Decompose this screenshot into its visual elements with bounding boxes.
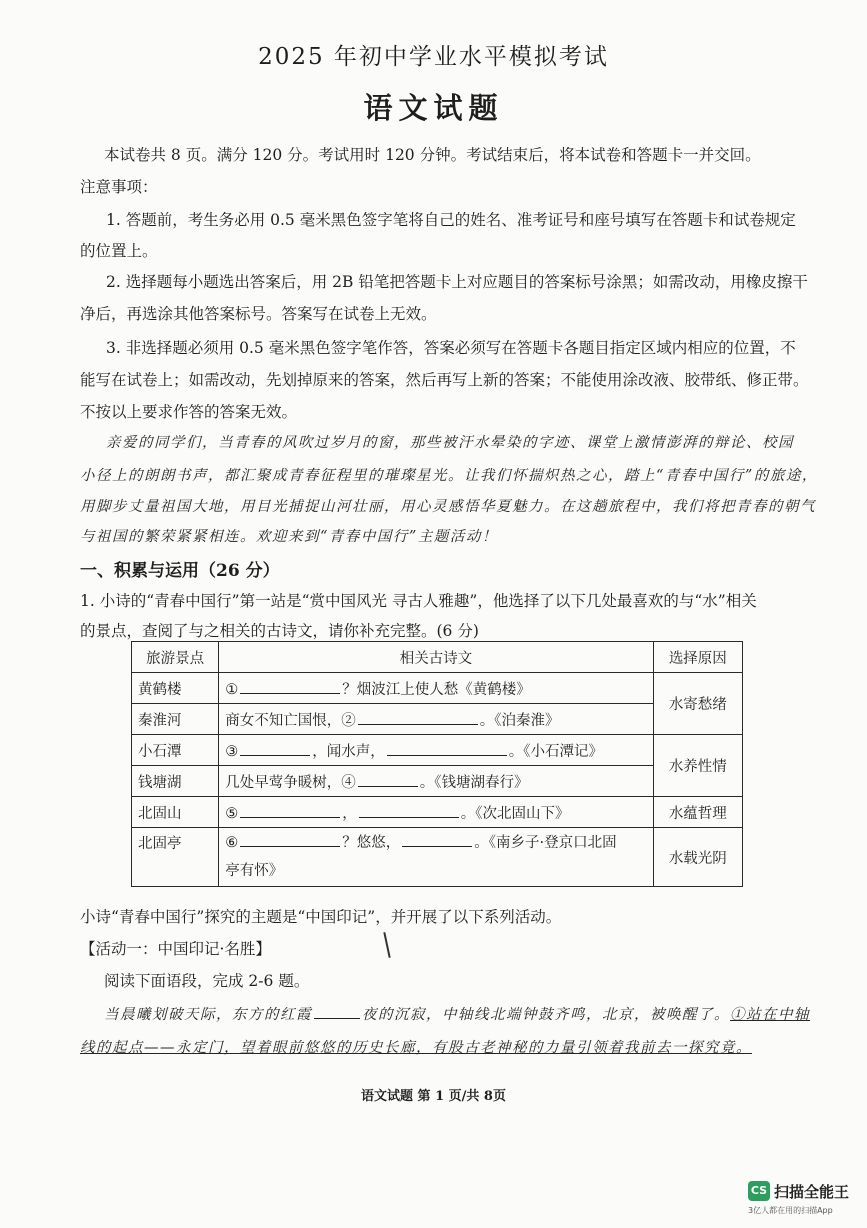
section-heading: 一、积累与运用（26 分） [80,561,280,581]
greeting-line: 小径上的朗朗书声，都汇聚成青春征程里的璀璨星光。让我们怀揣炽热之心，踏上“青春中国行”的旅途， [80,468,818,484]
poem-cell: ① ？烟波江上使人愁《黄鹤楼》 [219,673,653,704]
fill-blank[interactable] [358,723,478,725]
fill-blank[interactable] [359,816,459,818]
notice-line: 净后，再选涂其他答案标号。答案写在试卷上无效。 [80,305,437,323]
place-cell: 秦淮河 [132,704,219,735]
table-header: 相关古诗文 [219,642,653,673]
fill-blank[interactable] [240,816,340,818]
page-footer: 语文试题 第 1 页/共 8页 [361,1089,506,1104]
place-cell: 钱塘湖 [132,766,219,797]
scanner-logo-icon: CS [748,1181,770,1201]
scanner-name: 扫描全能王 [774,1183,850,1201]
exam-subject: 语文试题 [363,91,504,125]
exam-intro: 本试卷共 8 页。满分 120 分。考试用时 120 分钟。考试结束后，将本试卷和答题卡一并交回。 [104,146,761,164]
notice-line: 3. 非选择题必须用 0.5 毫米黑色签字笔作答，答案必须写在答题卡各题目指定区域内相应的位置，不 [106,339,796,357]
activity-heading: 【活动一：中国印记·名胜】 [80,940,271,958]
poem-cell: ⑥ ？悠悠， 。《南乡子·登京口北固 亭有怀》 [219,828,653,887]
fill-blank[interactable] [387,754,507,756]
place-cell: 黄鹤楼 [132,673,219,704]
notice-line: 的位置上。 [80,242,158,260]
question-1-line: 的景点，查阅了与之相关的古诗文，请你补充完整。(6 分) [80,622,479,640]
notice-line: 2. 选择题每小题选出答案后，用 2B 铅笔把答题卡上对应题目的答案标号涂黑；如需改动，用橡皮擦干 [106,273,808,291]
fill-blank[interactable] [314,1017,360,1019]
poem-table [131,641,743,887]
reading-instruction: 阅读下面语段，完成 2-6 题。 [104,972,310,990]
table-row [132,828,743,887]
greeting-line: 用脚步丈量祖国大地，用目光捕捉山河壮丽，用心灵感悟华夏魅力。在这趟旅程中，我们将把青春的朝气 [80,499,816,515]
reason-cell: 水寄愁绪 [653,673,742,735]
poem-cell: 商女不知亡国恨，② 。《泊秦淮》 [219,704,653,735]
scanner-watermark [748,1181,860,1223]
fill-blank[interactable] [240,692,340,694]
notice-line: 不按以上要求作答的答案无效。 [80,403,298,421]
fill-blank[interactable] [358,785,418,787]
table-row [132,673,743,704]
reason-cell: 水养性情 [653,735,742,797]
question-1-line: 1. 小诗的“青春中国行”第一站是“赏中国风光 寻古人雅趣”，他选择了以下几处最喜欢的与“水”相关 [80,592,757,610]
table-header: 旅游景点 [132,642,219,673]
table-row [132,766,743,797]
reason-cell: 水蕴哲理 [653,797,742,828]
greeting-line: 亲爱的同学们，当青春的风吹过岁月的窗，那些被汗水晕染的字迹、课堂上激情澎湃的辩论、校园 [106,435,794,451]
poem-cell: ⑤ ， 。《次北固山下》 [219,797,653,828]
poem-cell: 几处早莺争暖树，④ 。《钱塘湖春行》 [219,766,653,797]
notice-line: 能写在试卷上；如需改动，先划掉原来的答案，然后再写上新的答案；不能使用涂改液、胶带纸、修正带。 [80,371,809,389]
scanner-tagline: 3亿人都在用的扫描App [748,1206,833,1215]
greeting-line: 与祖国的繁荣紧紧相连。欢迎来到“青春中国行”主题活动！ [80,529,498,545]
place-cell: 北固亭 [132,828,219,887]
table-row [132,797,743,828]
passage-line: 当晨曦划破天际，东方的红霞 夜的沉寂，中轴线北端钟鼓齐鸣，北京，被唤醒了。①站在中轴 [104,1007,810,1023]
table-row [132,704,743,735]
table-row [132,735,743,766]
passage-line: 线的起点——永定门，望着眼前悠悠的历史长廊，有股古老神秘的力量引领着我前去一探究竟。 [80,1040,752,1056]
exam-title: 2025 年初中学业水平模拟考试 [258,44,609,70]
place-cell: 小石潭 [132,735,219,766]
fill-blank[interactable] [240,845,340,847]
poem-cell: ③ ，闻水声， 。《小石潭记》 [219,735,653,766]
notice-line: 1. 答题前，考生务必用 0.5 毫米黑色签字笔将自己的姓名、准考证号和座号填写在答题卡和试卷规定 [106,211,796,229]
place-cell: 北固山 [132,797,219,828]
fill-blank[interactable] [240,754,310,756]
fill-blank[interactable] [402,845,472,847]
notice-heading: 注意事项： [80,178,158,196]
pen-mark [383,932,390,958]
table-header: 选择原因 [653,642,742,673]
reason-cell: 水载光阴 [653,828,742,887]
activity-intro: 小诗“青春中国行”探究的主题是“中国印记”，并开展了以下系列活动。 [80,908,562,926]
